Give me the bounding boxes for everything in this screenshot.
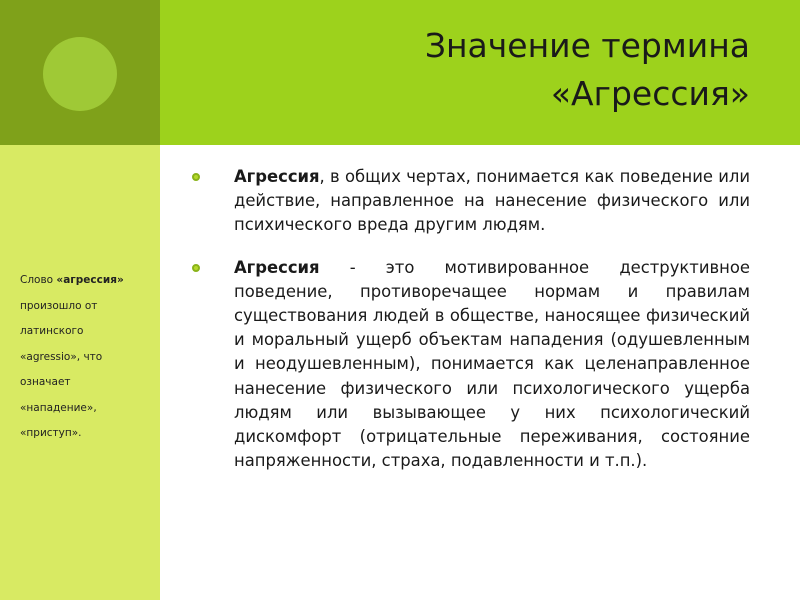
side-note-line: латинского	[20, 325, 84, 337]
bullet-term: Агрессия	[234, 167, 320, 186]
side-note-line: «приступ».	[20, 427, 82, 439]
side-note-line: произошло от	[20, 299, 98, 312]
title-line-1: Значение термина	[424, 26, 750, 65]
side-note-prefix: Слово	[20, 274, 57, 286]
bullet-item	[190, 256, 750, 474]
decorative-circle	[43, 37, 117, 111]
bullet-item	[190, 165, 750, 238]
left-panel	[0, 145, 160, 600]
side-note-term: «агрессия»	[56, 274, 124, 286]
side-note	[20, 268, 155, 447]
content-area	[190, 165, 750, 473]
bullet-icon	[192, 173, 200, 181]
corner-block	[0, 0, 160, 145]
header-bar	[160, 0, 800, 145]
slide-title	[210, 22, 750, 118]
side-note-line	[20, 268, 155, 294]
title-line-2: «Агрессия»	[550, 74, 750, 113]
bullet-term: Агрессия	[234, 257, 320, 277]
side-note-line: «нападение»,	[20, 401, 97, 414]
bullet-text: , в общих чертах, понимается как поведение или действие, направленное на нанесение физического или психического вреда другим людям.	[234, 167, 750, 235]
bullet-icon	[192, 264, 200, 272]
bullet-text: - это мотивированное деструктивное поведение, противоречащее нормам и правилам существования людей в обществе, наносящее физический и моральный ущерб объектам нападения (одушевленным и неодушевленным), понимается как целенаправленное нанесение физического или психологического ущерба людям или вызывающее у них психологический дискомфорт (отрицательные переживания, состояние напряженности, страха, подавленности и т.п.).	[234, 257, 750, 471]
side-note-line: означает	[20, 376, 71, 388]
side-note-line: «agressio», что	[20, 350, 103, 363]
